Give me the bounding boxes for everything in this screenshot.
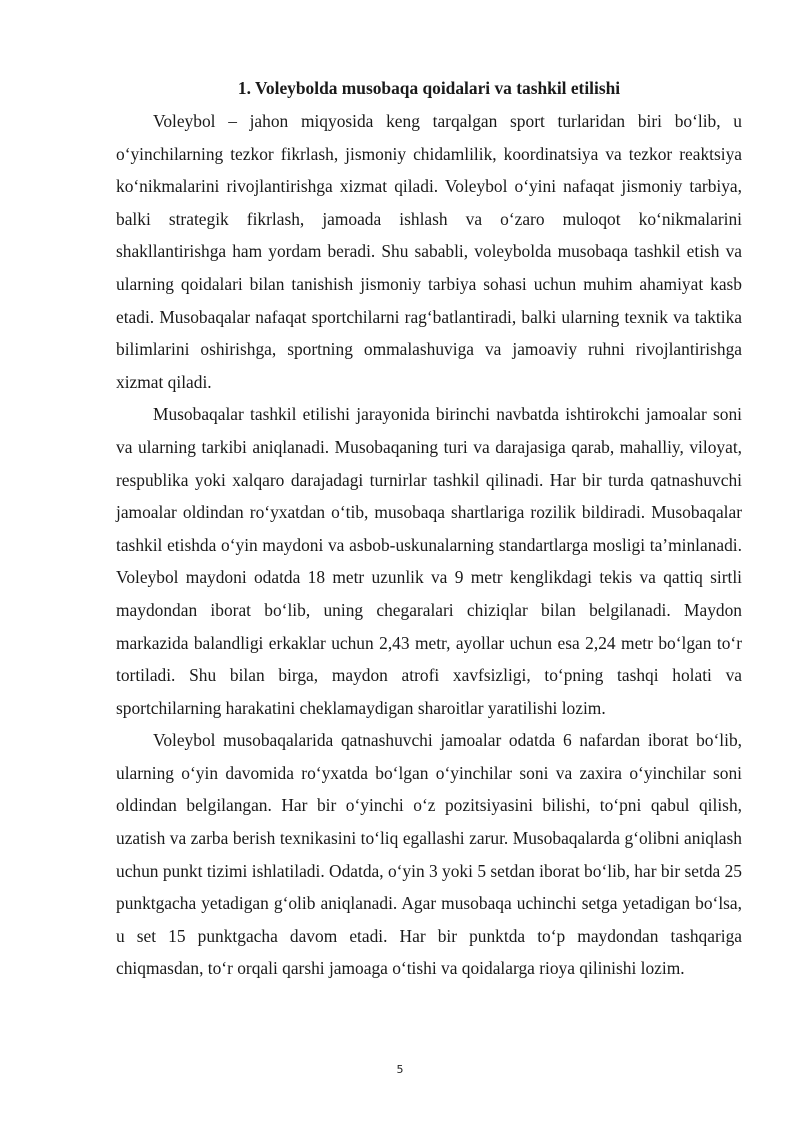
- page-number: 5: [396, 1063, 404, 1076]
- paragraph-1: Voleybol – jahon miqyosida keng tarqalgan sport turlaridan biri bo‘lib, u o‘yinchilarning tezkor fikrlash, jismoniy chidamlilik, koordinatsiya va tezkor reaktsiya ko‘nikmalarini rivojlantirishga xizmat qiladi. Voleybol o‘yini nafaqat jismoniy tarbiya, balki strategik fikrlash, jamoada ishlash va o‘zaro muloqot ko‘nikmalarini shakllantirishga ham yordam beradi. Shu sababli, voleybolda musobaqa tashkil etish va ularning qoidalari bilan tanishish jismoniy tarbiya sohasi uchun muhim ahamiyat kasb etadi. Musobaqalar nafaqat sportchilarni rag‘batlantiradi, balki ularning texnik va taktika bilimlarini oshirishga, sportning ommalashuviga va jamoaviy ruhni rivojlantirishga xizmat qiladi.: [116, 111, 742, 392]
- document-page: [116, 70, 742, 985]
- paragraph-3: Voleybol musobaqalarida qatnashuvchi jamoalar odatda 6 nafardan iborat bo‘lib, ularning o‘yin davomida ro‘yxatda bo‘lgan o‘yinchilar soni va zaxira o‘yinchilar soni oldindan belgilangan. Har bir o‘yinchi o‘z pozitsiyasini bilishi, to‘pni qabul qilish, uzatish va zarba berish texnikasini to‘liq egallashi zarur. Musobaqalarda g‘olibni aniqlash uchun punkt tizimi ishlatiladi. Odatda, o‘yin 3 yoki 5 setdan iborat bo‘lib, har bir setda 25 punktgacha yetadigan g‘olib aniqlanadi. Agar musobaqa uchinchi setga yetadigan bo‘lsa, u set 15 punktgacha davom etadi. Har bir punktda to‘p maydondan tashqariga chiqmasdan, to‘r orqali qarshi jamoaga o‘tishi va qoidalarga rioya qilinishi lozim.: [116, 730, 742, 979]
- section-title: 1. Voleybolda musobaqa qoidalari va tashkil etilishi: [237, 78, 621, 98]
- paragraph-2: Musobaqalar tashkil etilishi jarayonida birinchi navbatda ishtirokchi jamoalar soni va ularning tarkibi aniqlanadi. Musobaqaning turi va darajasiga qarab, mahalliy, viloyat, respublika yoki xalqaro darajadagi turnirlar tashkil qilinadi. Har bir turda qatnashuvchi jamoalar oldindan ro‘yxatdan o‘tib, musobaqa shartlariga rozilik bildiradi. Musobaqalar tashkil etishda o‘yin maydoni va asbob-uskunalarning standartlarga mosligi ta’minlanadi. Voleybol maydoni odatda 18 metr uzunlik va 9 metr kenglikdagi tekis va qattiq sirtli maydondan iborat bo‘lib, uning chegaralari chiziqlar bilan belgilanadi. Maydon markazida balandligi erkaklar uchun 2,43 metr, ayollar uchun esa 2,24 metr bo‘lgan to‘r tortiladi. Shu bilan birga, maydon atrofi xavfsizligi, to‘pning tashqi holati va sportchilarning harakatini cheklamaydigan sharoitlar yaratilishi lozim.: [116, 404, 742, 718]
